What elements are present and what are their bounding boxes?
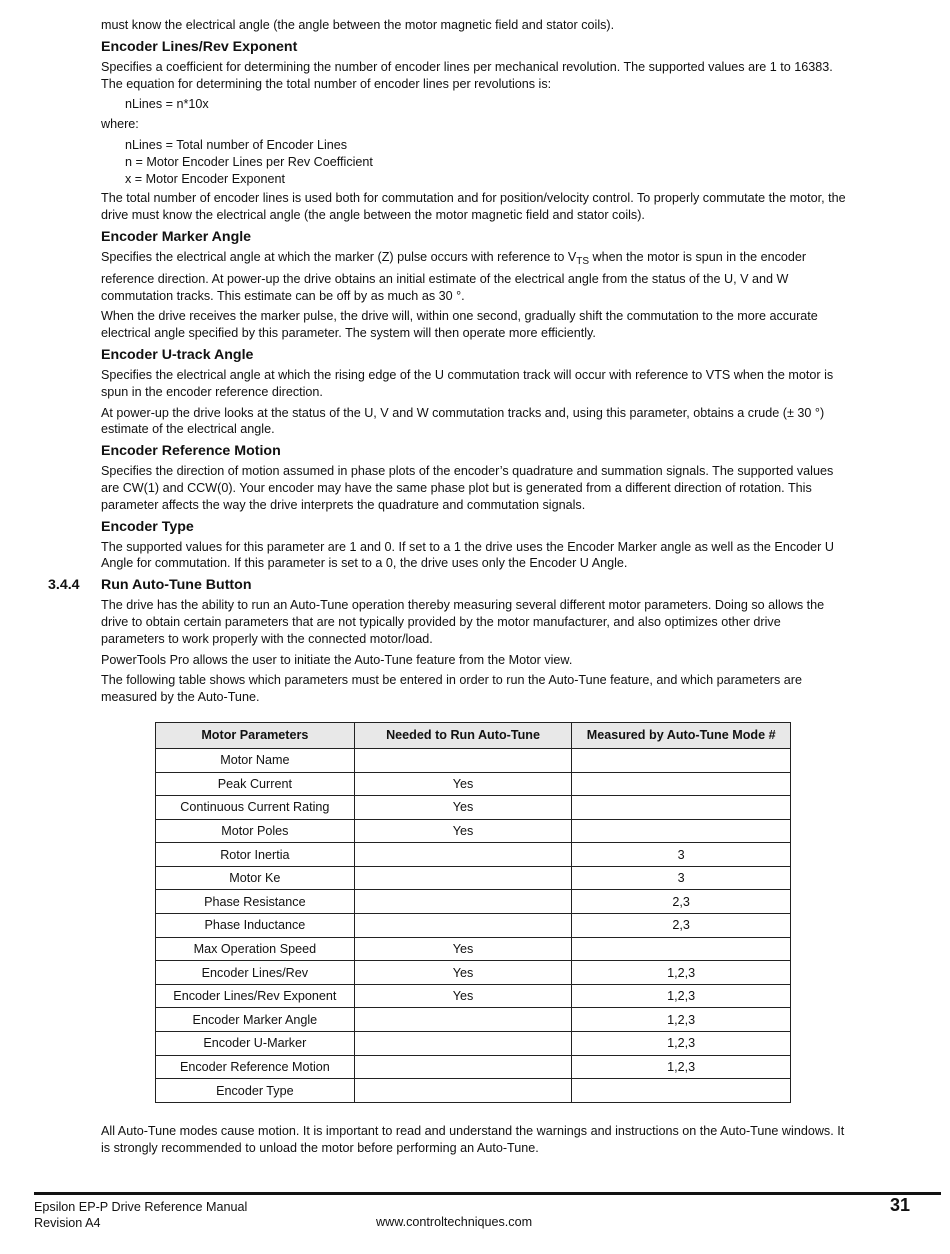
table-cell: [354, 914, 572, 938]
column-header: Measured by Auto-Tune Mode #: [572, 722, 791, 748]
table-row: [156, 796, 791, 820]
equation: nLines = n*10x: [125, 97, 209, 112]
section-heading-autotune: [48, 576, 846, 594]
table-cell: [572, 937, 791, 961]
table-row: [156, 1055, 791, 1079]
autotune-p1: The drive has the ability to run an Auto-Tune operation thereby measuring several different motor parameters. Doing so allows the drive to obtain certain parameters that are not typically provided by the motor manufacturer, and also optimizes other drive parameters to work properly with the connected motor/load.: [101, 598, 825, 646]
marker-angle-p1-text-b: when the motor is spun in the encoder reference direction. At power-up the drive obtains an initial estimate of the electrical angle from the status of the U, V and W commutation tracks. This estimate can be off by as much as 30 °.: [101, 249, 807, 303]
table-cell: Yes: [354, 772, 572, 796]
footer-left: [34, 1199, 247, 1231]
table-row: [156, 866, 791, 890]
reference-motion-p1: Specifies the direction of motion assumed in phase plots of the encoder’s quadrature and summation signals. The supported values are CW(1) and CCW(0). Your encoder may have the same phase plot but is generated from a different direction of rotation. This parameter affects the way the drive interprets the quadrature and commutation signals.: [101, 464, 834, 512]
table-cell: Yes: [354, 961, 572, 985]
encoder-type-p1: The supported values for this parameter are 1 and 0. If set to a 1 the drive uses the Encoder Marker angle as well as the Encoder U Angle for commutation. If this parameter is set to a 0, the drive uses only the Encoder U Angle.: [101, 539, 834, 571]
table-cell: [572, 748, 791, 772]
table-cell: Encoder Marker Angle: [156, 1008, 355, 1032]
heading-encoder-type: Encoder Type: [101, 518, 194, 535]
table-cell: Motor Poles: [156, 819, 355, 843]
vts-subscript: TS: [576, 255, 590, 267]
table-cell: [354, 843, 572, 867]
definition-item: n = Motor Encoder Lines per Rev Coefficient: [125, 154, 373, 169]
autotune-p3: The following table shows which parameters must be entered in order to run the Auto-Tune feature, and which parameters are measured by the Auto-Tune.: [101, 673, 802, 705]
table-cell: [354, 866, 572, 890]
heading-lines-rev-exponent: Encoder Lines/Rev Exponent: [101, 38, 298, 55]
table-row: [156, 772, 791, 796]
table-cell: Encoder Type: [156, 1079, 355, 1103]
lines-rev-exponent-p2: The total number of encoder lines is used both for commutation and for position/velocity control. To properly commutate the motor, the drive must know the electrical angle (the angle between the motor magnetic field and stator coils).: [101, 191, 846, 223]
table-row: [156, 937, 791, 961]
table-row: [156, 748, 791, 772]
section-title: Run Auto-Tune Button: [101, 577, 252, 594]
table-cell: Encoder Lines/Rev Exponent: [156, 984, 355, 1008]
autotune-parameters-table: [155, 722, 791, 1103]
table-cell: [572, 772, 791, 796]
marker-angle-p2: When the drive receives the marker pulse, the drive will, within one second, gradually shift the commutation to the more accurate electrical angle specified by this parameter. The system will then operate more efficiently.: [101, 309, 818, 341]
table-cell: 1,2,3: [572, 984, 791, 1008]
table-cell: Rotor Inertia: [156, 843, 355, 867]
table-row: [156, 914, 791, 938]
table-cell: [572, 819, 791, 843]
definitions-list: [101, 137, 846, 187]
marker-angle-p1: [101, 249, 846, 304]
definition-item: nLines = Total number of Encoder Lines: [125, 137, 348, 152]
table-row: [156, 984, 791, 1008]
closing-paragraph: All Auto-Tune modes cause motion. It is important to read and understand the warnings and instructions on the Auto-Tune windows. It is strongly recommended to unload the motor before performing an Auto-Tune.: [101, 1123, 845, 1155]
table-cell: Yes: [354, 819, 572, 843]
table-row: [156, 961, 791, 985]
table-row: [156, 1079, 791, 1103]
table-cell: Motor Ke: [156, 866, 355, 890]
table-cell: Yes: [354, 984, 572, 1008]
footer-divider: [34, 1192, 941, 1195]
table-row: [156, 1032, 791, 1056]
intro-line: must know the electrical angle (the angle between the motor magnetic field and stator coils).: [101, 18, 615, 32]
where-label: where:: [101, 117, 139, 132]
table-header-row: [156, 722, 791, 748]
table-cell: [354, 1008, 572, 1032]
table-cell: 2,3: [572, 914, 791, 938]
table-cell: 1,2,3: [572, 1008, 791, 1032]
table-cell: 2,3: [572, 890, 791, 914]
heading-u-track-angle: Encoder U-track Angle: [101, 346, 254, 363]
table-cell: 1,2,3: [572, 1032, 791, 1056]
u-track-angle-p1: Specifies the electrical angle at which the rising edge of the U commutation track will occur with reference to VTS when the motor is spun in the encoder reference direction.: [101, 367, 834, 399]
u-track-angle-p2: At power-up the drive looks at the status of the U, V and W commutation tracks and, using this parameter, obtains a crude (± 30 °) estimate of the electrical angle.: [101, 405, 825, 437]
table-cell: Yes: [354, 937, 572, 961]
table-body: [156, 748, 791, 1102]
page-content: [48, 17, 846, 1160]
heading-reference-motion: Encoder Reference Motion: [101, 443, 281, 460]
table-cell: Continuous Current Rating: [156, 796, 355, 820]
table-cell: Encoder U-Marker: [156, 1032, 355, 1056]
table-cell: 3: [572, 866, 791, 890]
table-cell: Encoder Lines/Rev: [156, 961, 355, 985]
lines-rev-exponent-p1: Specifies a coefficient for determining the number of encoder lines per mechanical revolution. The supported values are 1 to 16383. The equation for determining the total number of encoder lines per revolutions is:: [101, 59, 833, 91]
column-header: Motor Parameters: [156, 722, 355, 748]
table-cell: [354, 748, 572, 772]
table-cell: [354, 1079, 572, 1103]
table-cell: [354, 1055, 572, 1079]
table-cell: Peak Current: [156, 772, 355, 796]
marker-angle-p1-text-a: Specifies the electrical angle at which the marker (Z) pulse occurs with reference to V: [101, 249, 577, 264]
table-cell: Max Operation Speed: [156, 937, 355, 961]
table-cell: 1,2,3: [572, 961, 791, 985]
table-cell: [572, 1079, 791, 1103]
column-header: Needed to Run Auto-Tune: [354, 722, 572, 748]
definition-item: x = Motor Encoder Exponent: [125, 171, 285, 186]
table-cell: Yes: [354, 796, 572, 820]
revision: Revision A4: [34, 1216, 101, 1230]
table-cell: 1,2,3: [572, 1055, 791, 1079]
table-row: [156, 1008, 791, 1032]
table-cell: Encoder Reference Motion: [156, 1055, 355, 1079]
table-cell: [354, 890, 572, 914]
table-row: [156, 819, 791, 843]
table-row: [156, 843, 791, 867]
manual-title: Epsilon EP-P Drive Reference Manual: [34, 1200, 248, 1214]
table-cell: Phase Inductance: [156, 914, 355, 938]
website-link[interactable]: www.controltechniques.com: [376, 1215, 533, 1229]
table-cell: 3: [572, 843, 791, 867]
page-number: 31: [889, 1195, 910, 1215]
table-cell: Phase Resistance: [156, 890, 355, 914]
table-row: [156, 890, 791, 914]
section-number: 3.4.4: [48, 577, 80, 594]
table-cell: Motor Name: [156, 748, 355, 772]
autotune-p2: PowerTools Pro allows the user to initiate the Auto-Tune feature from the Motor view.: [101, 652, 573, 667]
table-cell: [354, 1032, 572, 1056]
heading-marker-angle: Encoder Marker Angle: [101, 228, 252, 245]
table-cell: [572, 796, 791, 820]
